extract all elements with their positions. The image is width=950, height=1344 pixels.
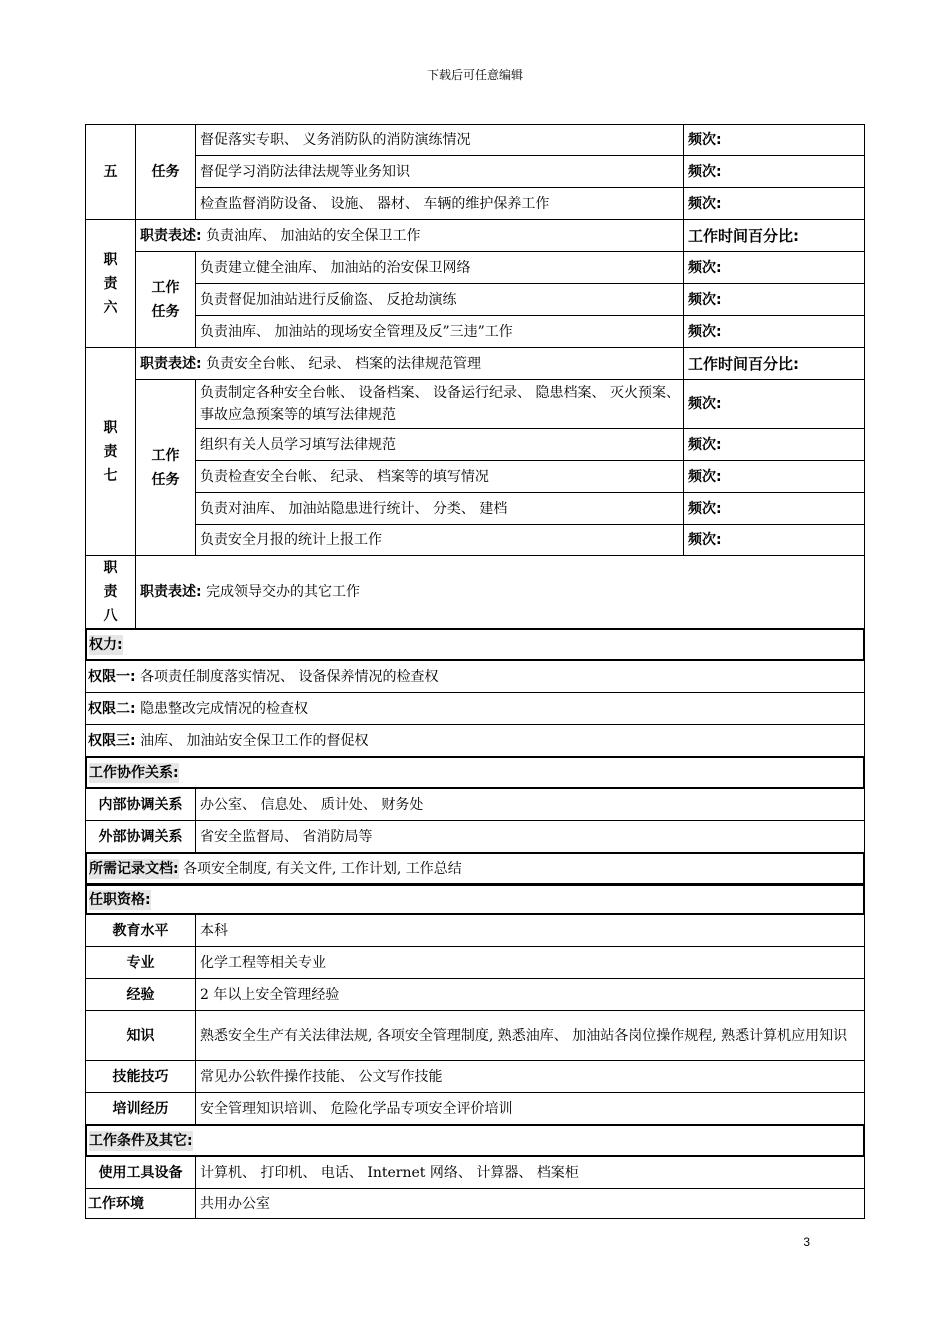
duty5-task-1: 督促落实专职、 义务消防队的消防演练情况 xyxy=(195,124,684,156)
duty7-freq-3: 频次: xyxy=(683,460,865,493)
page-header: 下载后可任意编辑 xyxy=(426,68,523,82)
duty7-task-5: 负责安全月报的统计上报工作 xyxy=(195,524,684,556)
duty6-freq-1: 频次: xyxy=(683,251,865,284)
duty8-label: 职 责 八 xyxy=(85,555,136,629)
duty7-task-2: 组织有关人员学习填写法律规范 xyxy=(195,428,684,461)
duty7-task-3: 负责检查安全台帐、 纪录、 档案等的填写情况 xyxy=(195,460,684,493)
duty5-task-label: 任务 xyxy=(135,124,196,220)
duty7-task-label: 工作 任务 xyxy=(135,379,196,556)
power-item-2: 权限二: 隐患整改完成情况的检查权 xyxy=(85,692,865,725)
skills-label: 技能技巧 xyxy=(85,1060,196,1093)
duty7-freq-4: 频次: xyxy=(683,492,865,525)
records-row: 所需记录文档: 各项安全制度, 有关文件, 工作计划, 工作总结 xyxy=(85,852,865,885)
duty7-freq-2: 频次: xyxy=(683,428,865,461)
internal-relations-label: 内部协调关系 xyxy=(85,788,196,821)
duty8-statement: 职责表述: 完成领导交办的其它工作 xyxy=(135,555,865,629)
duty6-label: 职 责 六 xyxy=(85,219,136,348)
duty6-task-label: 工作 任务 xyxy=(135,251,196,348)
external-relations-value: 省安全监督局、 省消防局等 xyxy=(195,820,865,853)
knowledge-value: 熟悉安全生产有关法律法规, 各项安全管理制度, 熟悉油库、 加油站各岗位操作规程, 熟悉计算机应用知识 xyxy=(195,1010,865,1061)
duty7-time-percent: 工作时间百分比: xyxy=(683,347,865,380)
duty5-freq-3: 频次: xyxy=(683,187,865,220)
duty6-statement: 职责表述: 负责油库、 加油站的安全保卫工作 xyxy=(135,219,684,252)
internal-relations-value: 办公室、 信息处、 质计处、 财务处 xyxy=(195,788,865,821)
duty5-freq-2: 频次: xyxy=(683,155,865,188)
external-relations-label: 外部协调关系 xyxy=(85,820,196,853)
duty6-freq-3: 频次: xyxy=(683,315,865,348)
power-item-3: 权限三: 油库、 加油站安全保卫工作的督促权 xyxy=(85,724,865,757)
education-label: 教育水平 xyxy=(85,914,196,947)
duty7-label: 职 责 七 xyxy=(85,347,136,556)
skills-value: 常见办公软件操作技能、 公文写作技能 xyxy=(195,1060,865,1093)
duty7-statement: 职责表述: 负责安全台帐、 纪录、 档案的法律规范管理 xyxy=(135,347,684,380)
conditions-title: 工作条件及其它: xyxy=(85,1124,865,1157)
qualification-title: 任职资格: xyxy=(85,884,865,915)
duty6-task-2: 负责督促加油站进行反偷盗、 反抢劫演练 xyxy=(195,283,684,316)
duty7-task-1: 负责制定各种安全台帐、 设备档案、 设备运行纪录、 隐患档案、 灭火预案、 事故应急预案等的填写法律规范 xyxy=(195,379,684,429)
duty5-task-3: 检查监督消防设备、 设施、 器材、 车辆的维护保养工作 xyxy=(195,187,684,220)
duty5-task-2: 督促学习消防法律法规等业务知识 xyxy=(195,155,684,188)
power-item-1: 权限一: 各项责任制度落实情况、 设备保养情况的检查权 xyxy=(85,660,865,693)
duty5-freq-1: 频次: xyxy=(683,124,865,156)
duty5-number: 五 xyxy=(85,124,136,220)
experience-value: 2 年以上安全管理经验 xyxy=(195,978,865,1011)
duty6-task-3: 负责油库、 加油站的现场安全管理及反”三违”工作 xyxy=(195,315,684,348)
training-value: 安全管理知识培训、 危险化学品专项安全评价培训 xyxy=(195,1092,865,1125)
tools-label: 使用工具设备 xyxy=(85,1156,196,1189)
tools-value: 计算机、 打印机、 电话、 Internet 网络、 计算器、 档案柜 xyxy=(195,1156,865,1189)
training-label: 培训经历 xyxy=(85,1092,196,1125)
knowledge-label: 知识 xyxy=(85,1010,196,1061)
power-title: 权力: xyxy=(85,628,865,661)
page-number: 3 xyxy=(803,1235,810,1249)
environment-value: 共用办公室 xyxy=(195,1188,865,1219)
major-label: 专业 xyxy=(85,946,196,979)
duty7-freq-5: 频次: xyxy=(683,524,865,556)
environment-label: 工作环境 xyxy=(85,1188,196,1219)
duty6-freq-2: 频次: xyxy=(683,283,865,316)
relations-title: 工作协作关系: xyxy=(85,756,865,789)
education-value: 本科 xyxy=(195,914,865,947)
duty6-time-percent: 工作时间百分比: xyxy=(683,219,865,252)
duty7-freq-1: 频次: xyxy=(683,379,865,429)
duty6-task-1: 负责建立健全油库、 加油站的治安保卫网络 xyxy=(195,251,684,284)
duty7-task-4: 负责对油库、 加油站隐患进行统计、 分类、 建档 xyxy=(195,492,684,525)
major-value: 化学工程等相关专业 xyxy=(195,946,865,979)
experience-label: 经验 xyxy=(85,978,196,1011)
